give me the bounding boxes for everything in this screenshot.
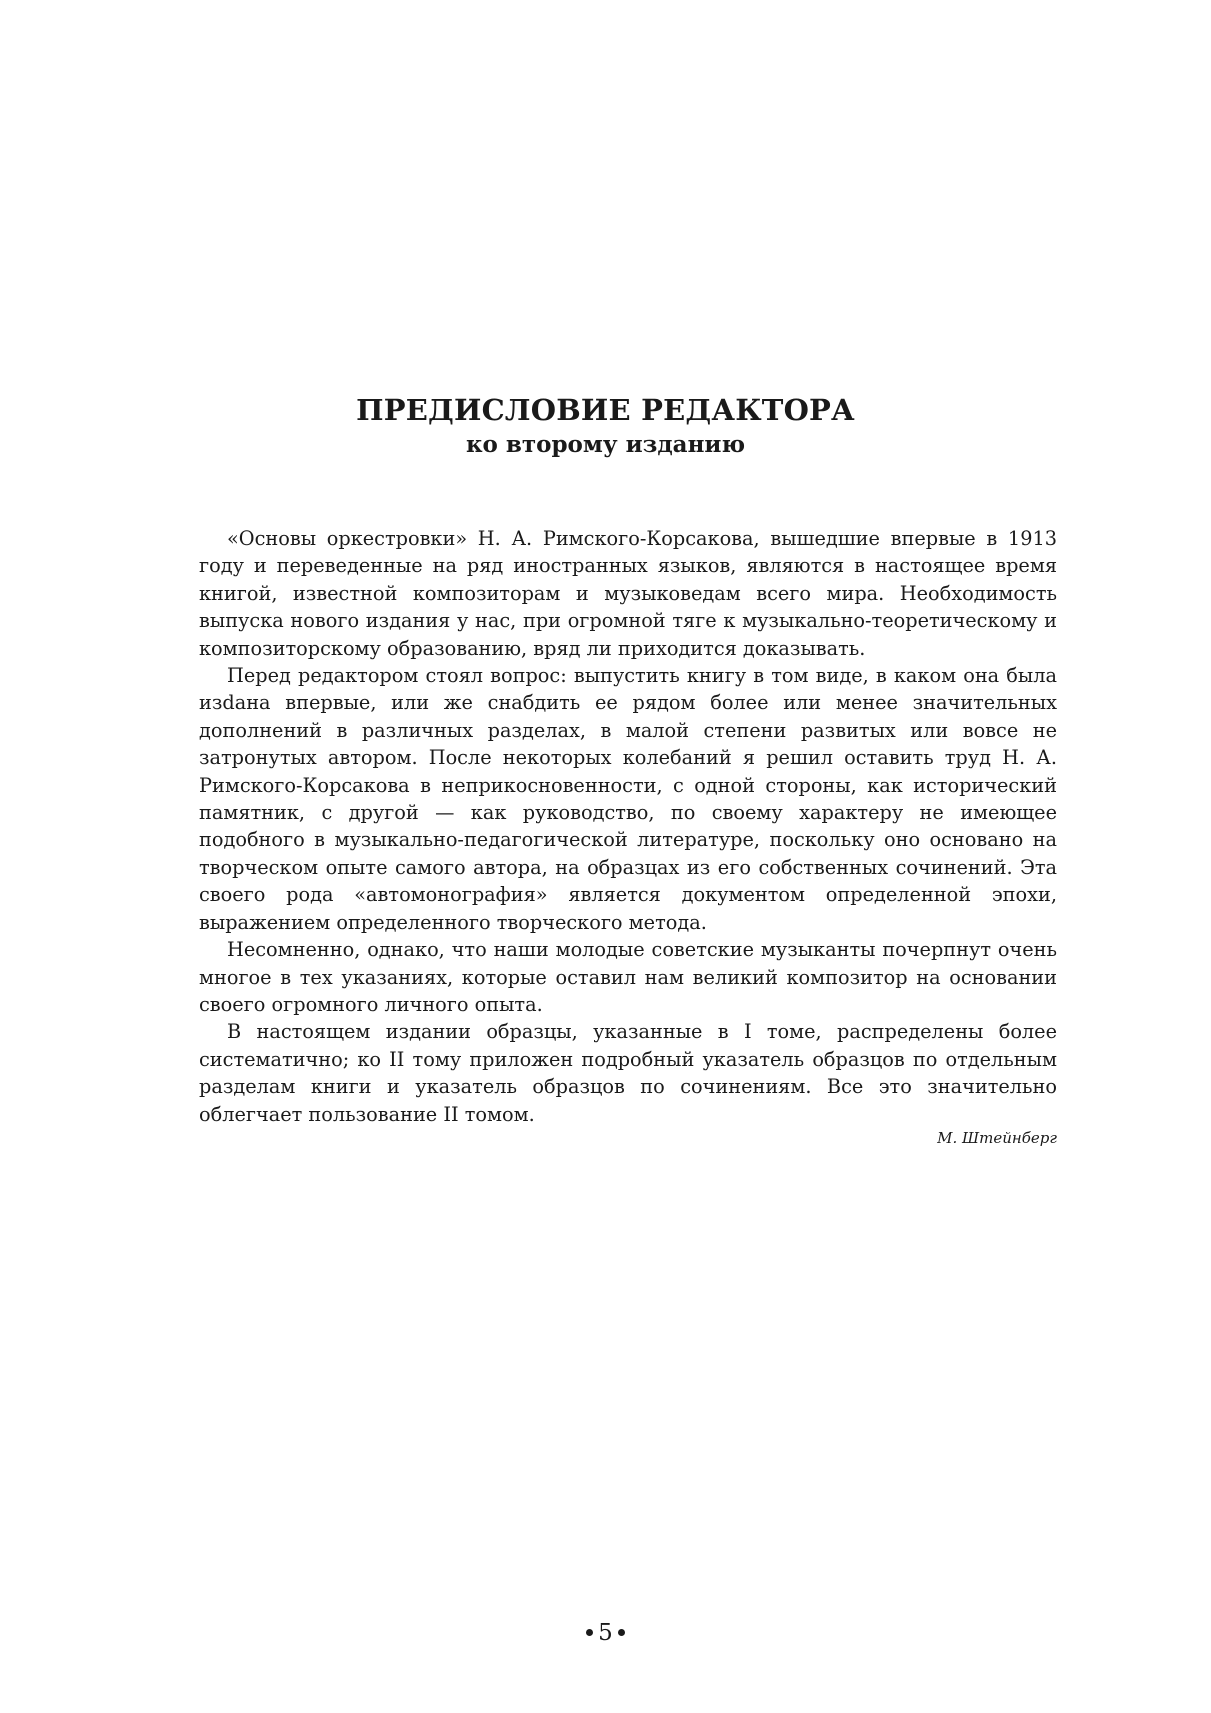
page-title: ПРЕДИСЛОВИЕ РЕДАКТОРА: [356, 393, 855, 427]
bullet-right-icon: [618, 1629, 625, 1636]
author-signature: М. Штейнберг: [937, 1129, 1057, 1147]
bullet-left-icon: [586, 1629, 593, 1636]
paragraph: «Основы оркестровки» Н. А. Римского-Корсакова, вышедшие впервые в 1913 году и переведенные на ряд иностранных языков, являются в настоящее время книгой, известной композиторам и музыковедам всего мира. Необходимость выпуска нового издания у нас, при огромной тяге к музыкально-теоретическому и композиторскому образованию, вряд ли приходится доказывать.: [199, 527, 1057, 660]
heading: [0, 392, 1211, 460]
page-number: [0, 1618, 1211, 1648]
paragraph: В настоящем издании образцы, указанные в I томе, распределены более систематично; ко II тому приложен подробный указатель образцов по отдельным разделам книги и указатель образцов по сочинениям. Все это значительно облегчает пользование II томом.: [199, 1020, 1057, 1126]
page-subtitle: ко второму изданию: [465, 431, 746, 458]
paragraph: Несомненно, однако, что наши молодые советские музыканты почерпнут очень многое в тех указаниях, которые оставил нам великий композитор на основании своего огромного личного опыта.: [199, 938, 1057, 1016]
paragraph: Перед редактором стоял вопрос: выпустить книгу в том виде, в каком она была изdана впервые, или же снабдить ее рядом более или менее значительных дополнений в различных разделах, в малой степени развитых или вовсе не затронутых автором. После некоторых колебаний я решил оставить труд Н. А. Римского-Корсакова в неприкосновенности, с одной стороны, как исторический памятник, с другой — как руководство, по своему характеру не имеющее подобного в музыкально-педагогической литературе, поскольку оно основано на творческом опыте самого автора, на образцах из его собственных сочинений. Эта своего рода «автомонография» является документом определенной эпохи, выражением определенного творческого метода.: [199, 664, 1057, 934]
preface-body: [199, 525, 1057, 1128]
page-number-value: 5: [598, 1620, 613, 1646]
